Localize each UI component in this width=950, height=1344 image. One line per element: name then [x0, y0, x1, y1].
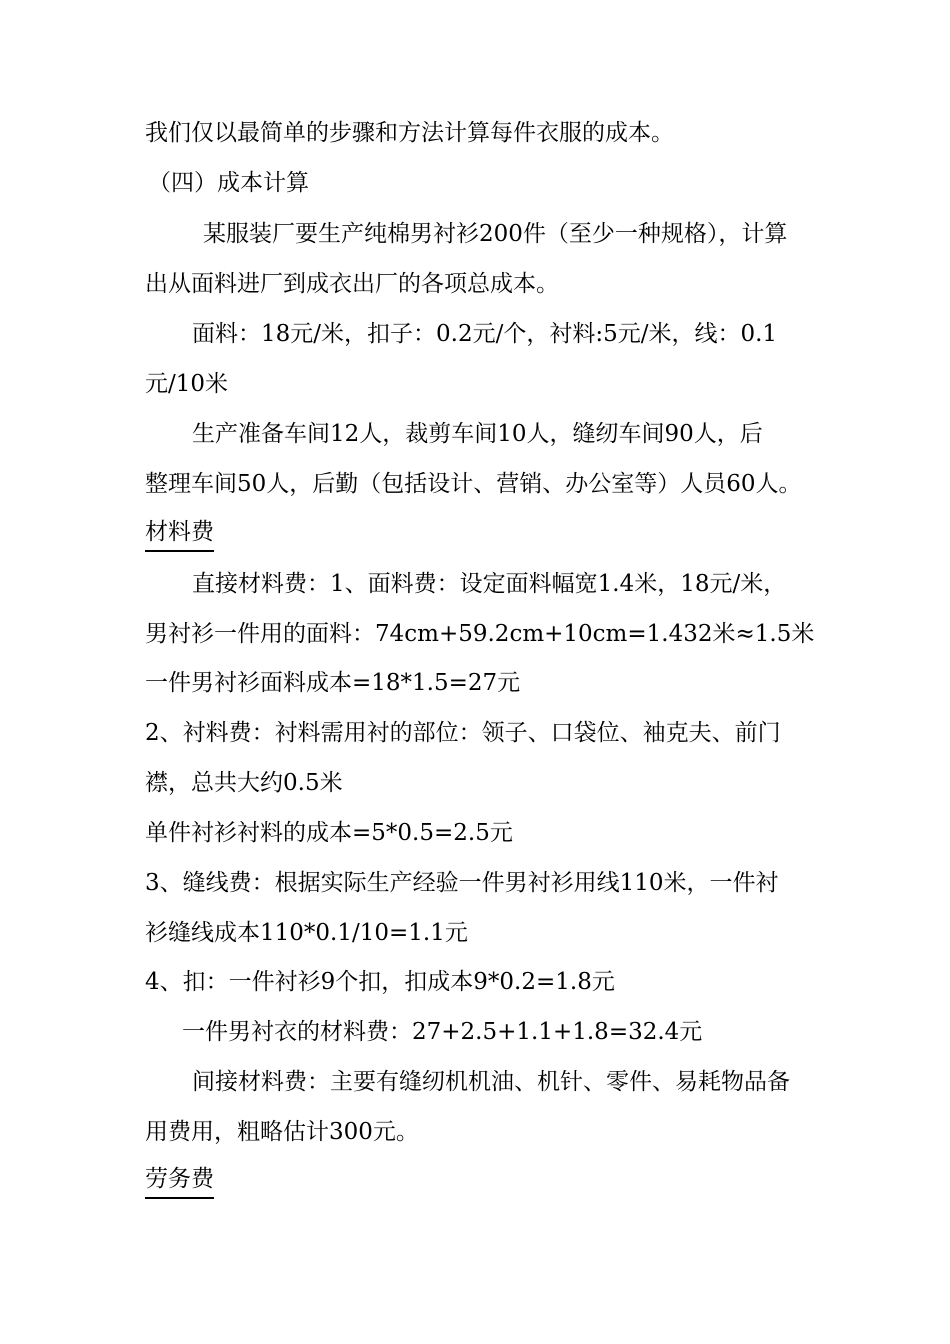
- heading-material: [145, 517, 214, 552]
- thread-line-1: 3、缝线费：根据实际生产经验一件男衬衫用线110米，一件衬: [145, 870, 779, 896]
- button-line: 4、扣：一件衬衫9个扣，扣成本9*0.2=1.8元: [145, 969, 615, 995]
- staff-line-1: 生产准备车间12人，裁剪车间10人，缝纫车间90人，后: [192, 421, 763, 447]
- task-line-2: 出从面料进厂到成衣出厂的各项总成本。: [145, 271, 559, 297]
- indirect-material-line-1: 间接材料费：主要有缝纫机机油、机针、零件、易耗物品备: [192, 1069, 790, 1095]
- lining-line-2: 襟，总共大约0.5米: [145, 770, 343, 796]
- material-total-line: 一件男衬衣的材料费：27+2.5+1.1+1.8=32.4元: [182, 1019, 703, 1045]
- heading-labor: [145, 1164, 214, 1199]
- heading-labor-text: 劳务费: [145, 1164, 214, 1199]
- heading-material-text: 材料费: [145, 517, 214, 552]
- lining-cost-line: 单件衬衫衬料的成本=5*0.5=2.5元: [145, 820, 513, 846]
- direct-material-line-2: 男衬衫一件用的面料：74cm+59.2cm+10cm=1.432米≈1.5米: [145, 621, 815, 647]
- staff-line-2: 整理车间50人，后勤（包括设计、营销、办公室等）人员60人。: [145, 471, 802, 497]
- thread-line-2: 衫缝线成本110*0.1/10=1.1元: [145, 920, 468, 946]
- section-title: （四）成本计算: [148, 170, 309, 196]
- indirect-material-line-2: 用费用，粗略估计300元。: [145, 1119, 419, 1145]
- task-line-1: 某服装厂要生产纯棉男衬衫200件（至少一种规格），计算: [203, 221, 788, 247]
- fabric-cost-line: 一件男衬衫面料成本=18*1.5=27元: [145, 670, 521, 696]
- direct-material-line-1: 直接材料费：1、面料费：设定面料幅宽1.4米，18元/米，: [192, 571, 787, 597]
- intro-paragraph: 我们仅以最简单的步骤和方法计算每件衣服的成本。: [145, 120, 674, 146]
- price-line-2: 元/10米: [145, 371, 229, 397]
- price-line-1: 面料：18元/米，扣子：0.2元/个，衬料:5元/米，线：0.1: [192, 321, 778, 347]
- lining-line-1: 2、衬料费：衬料需用衬的部位：领子、口袋位、袖克夫、前门: [145, 720, 781, 746]
